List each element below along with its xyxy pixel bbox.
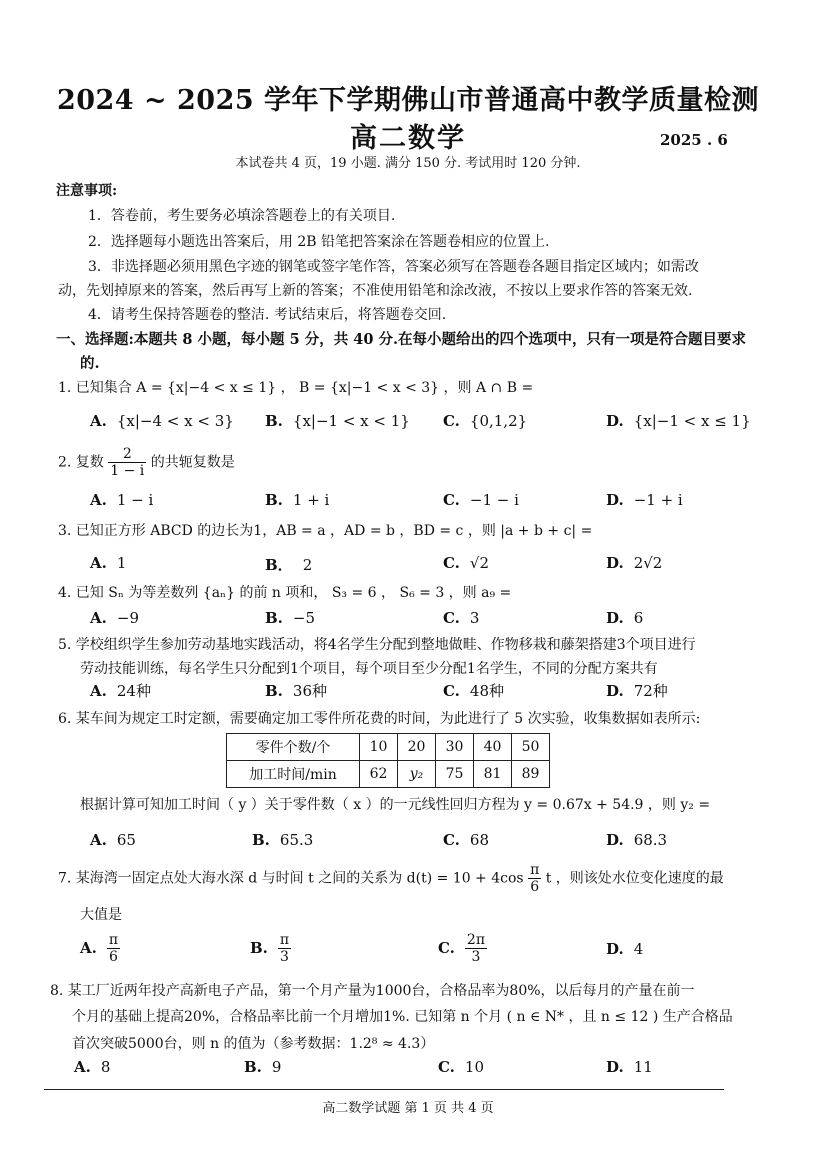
q5-option-c: C. 48种	[443, 682, 504, 700]
question-5-stem: 5. 学校组织学生参加劳动基地实践活动，将4名学生分配到整地做畦、作物移栽和藤架搭建3个项目进行	[58, 637, 696, 653]
table-cell: 50	[512, 734, 550, 761]
notice-item: 动，先划掉原来的答案，然后再写上新的答案；不准使用铅笔和涂改液，不按以上要求作答的答案无效.	[58, 283, 693, 299]
q7-option-a: A. $\frac{\pi}{6}$	[80, 932, 119, 965]
table-cell: 81	[474, 761, 512, 788]
question-8-stem: 8. 某工厂近两年投产高新电子产品，第一个月产量为1000台，合格品率为80%，以后每月的产量在前一	[50, 983, 695, 999]
table-cell: y₂	[398, 761, 436, 788]
q4-option-d: D. 6	[606, 609, 644, 627]
q2-fraction: $\frac{2}{1 - i}$	[110, 446, 145, 479]
notice-heading: 注意事项:	[56, 183, 118, 199]
q3-option-d: D. 2√2	[606, 554, 663, 572]
question-6-after: 根据计算可知加工时间（ y ）关于零件数（ x ）的一元线性回归方程为 y = 0.67x + 54.9 ，则 y₂ =	[80, 797, 711, 813]
q2-option-c: C. −1 − i	[443, 491, 519, 509]
q1-option-b: B. {x|−1 < x < 1}	[265, 412, 410, 430]
table-cell: 零件个数/个	[227, 734, 360, 761]
notice-item: 4．请考生保持答题卷的整洁. 考试结束后，将答题卷交回.	[88, 307, 447, 323]
q8-option-b: B. 9	[244, 1058, 282, 1076]
q3-option-b: B． 2	[265, 556, 313, 574]
q7-fraction: $\frac{\pi}{6}$	[530, 862, 540, 895]
table-row	[227, 734, 550, 761]
q5-option-b: B. 36种	[265, 682, 327, 700]
q8-option-d: D. 11	[606, 1058, 653, 1076]
table-cell: 40	[474, 734, 512, 761]
q7-option-b: B. $\frac{\pi}{3}$	[250, 932, 290, 965]
question-3-stem: 3. 已知正方形 ABCD 的边长为1，AB = a ，AD = b ，BD = c ，则 |a + b + c| =	[58, 523, 593, 539]
q6-data-table	[226, 733, 550, 788]
q2-option-a: A. 1 − i	[90, 491, 154, 509]
table-row	[227, 761, 550, 788]
question-1-stem: 1. 已知集合 A = {x|−4 < x ≤ 1} ， B = {x|−1 < x < 3} ，则 A ∩ B =	[58, 380, 534, 396]
question-7-stem-cont: 大值是	[80, 907, 122, 923]
q7-option-c: C. $\frac{2\pi}{3}$	[438, 932, 486, 965]
question-2-stem: 2. 复数 $\frac{2}{1 - i}$ 的共轭复数是	[58, 446, 235, 479]
notice-item: 3．非选择题必须用黑色字迹的钢笔或签字笔作答，答案必须写在答题卷各题目指定区域内；如需改	[88, 259, 699, 275]
notice-item: 2．选择题每小题选出答案后，用 2B 铅笔把答案涂在答题卷相应的位置上.	[88, 234, 550, 250]
q2-option-b: B. 1 + i	[265, 491, 330, 509]
table-cell: 89	[512, 761, 550, 788]
q4-option-b: B. −5	[265, 609, 316, 627]
q6-option-a: A. 65	[90, 831, 136, 849]
exam-date: 2025 . 6	[660, 131, 728, 149]
footer-divider	[44, 1089, 724, 1090]
q1-option-d: D. {x|−1 < x ≤ 1}	[606, 412, 751, 430]
section-heading-cont: 的.	[80, 355, 100, 372]
q1-option-a: A. {x|−4 < x < 3}	[90, 412, 234, 430]
table-cell: 75	[436, 761, 474, 788]
table-cell: 10	[360, 734, 398, 761]
q8-option-c: C. 10	[438, 1058, 484, 1076]
q6-option-b: B. 65.3	[252, 831, 314, 849]
exam-title: 2024 ~ 2025 学年下学期佛山市普通高中教学质量检测	[56, 85, 760, 116]
table-cell: 62	[360, 761, 398, 788]
q6-option-c: C. 68	[443, 831, 489, 849]
q5-option-a: A. 24种	[90, 682, 151, 700]
question-5-stem-cont: 劳动技能训练，每名学生只分配到1个项目，每个项目至少分配1名学生，不同的分配方案共有	[80, 661, 658, 677]
q1-option-c: C. {0,1,2}	[443, 412, 528, 430]
q3-option-a: A. 1	[90, 554, 127, 572]
q7-option-d: D. 4	[606, 940, 644, 958]
table-cell: 20	[398, 734, 436, 761]
q6-option-d: D. 68.3	[606, 831, 668, 849]
question-7-stem: 7. 某海湾一固定点处大海水深 d 与时间 t 之间的关系为 d(t) = 10 + 4cos $\frac{\pi}{6}$ t ，则该处水位变化速度的最	[58, 862, 724, 895]
q4-option-c: C. 3	[443, 609, 480, 627]
q8-option-a: A. 8	[74, 1058, 111, 1076]
notice-item: 1．答卷前，考生要务必填涂答题卷上的有关项目.	[88, 208, 396, 224]
q2-option-d: D. −1 + i	[606, 491, 683, 509]
question-6-stem: 6. 某车间为规定工时定额，需要确定加工零件所花费的时间，为此进行了 5 次实验，收集数据如表所示:	[58, 711, 701, 727]
section-heading: 一、选择题:本题共 8 小题，每小题 5 分，共 40 分.在每小题给出的四个选项中，只有一项是符合题目要求	[56, 331, 747, 348]
question-8-stem-cont: 首次突破5000台，则 n 的值为（参考数据：1.2⁸ ≈ 4.3）	[72, 1036, 435, 1052]
page-footer: 高二数学试题 第 1 页 共 4 页	[322, 1101, 494, 1116]
q3-option-c: C. √2	[443, 554, 490, 572]
exam-subtitle: 高二数学	[350, 123, 466, 154]
table-cell: 加工时间/min	[227, 761, 360, 788]
table-cell: 30	[436, 734, 474, 761]
q5-option-d: D. 72种	[606, 682, 668, 700]
question-8-stem-cont: 个月的基础上提高20%，合格品率比前一个月增加1%. 已知第 n 个月 ( n ∈ N* ，且 n ≤ 12 ) 生产合格品	[72, 1009, 733, 1025]
exam-intro: 本试卷共 4 页，19 小题. 满分 150 分. 考试用时 120 分钟.	[235, 156, 581, 171]
q4-option-a: A. −9	[90, 609, 139, 627]
question-4-stem: 4. 已知 Sₙ 为等差数列 {aₙ} 的前 n 项和， S₃ = 6 ， S₆ = 3 ，则 a₉ =	[58, 585, 512, 601]
